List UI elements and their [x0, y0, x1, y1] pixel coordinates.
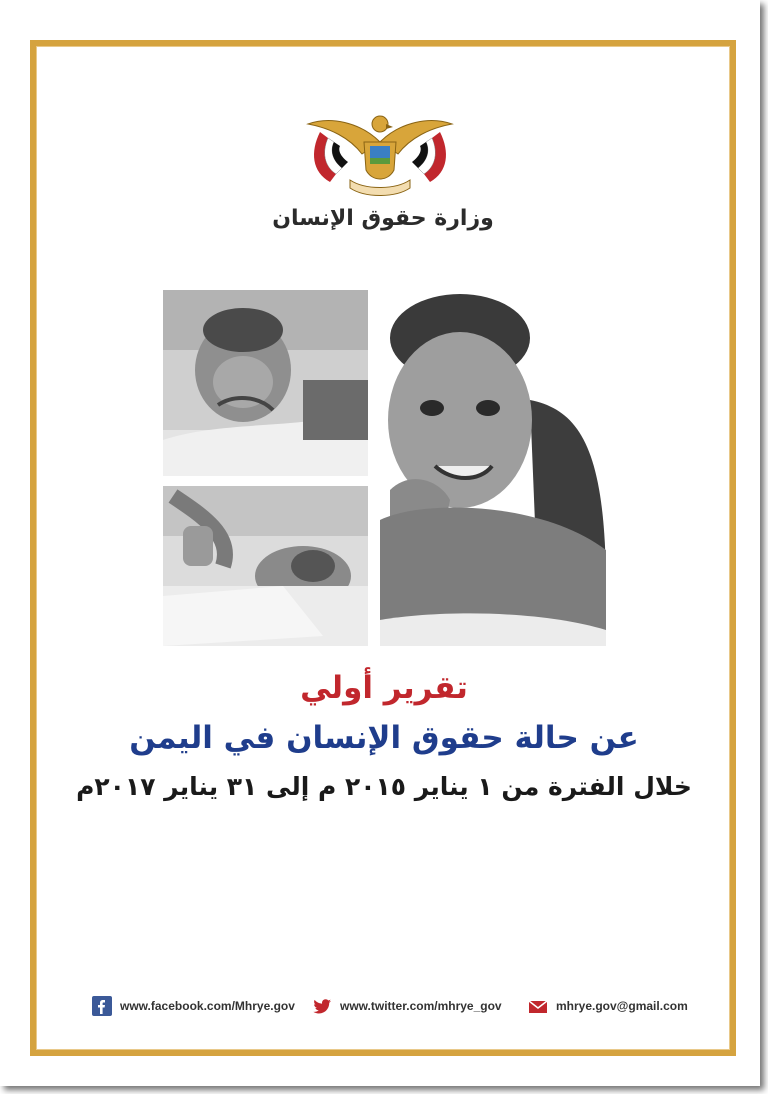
photo-injured-child: [163, 486, 368, 646]
photo-smiling-boy: [380, 290, 606, 646]
contact-facebook[interactable]: [92, 996, 295, 1016]
email-link[interactable]: mhrye.gov@gmail.com: [556, 999, 688, 1013]
ministry-name: وزارة حقوق الإنسان: [272, 206, 494, 231]
facebook-link[interactable]: www.facebook.com/Mhrye.gov: [120, 999, 295, 1013]
photo-crying-child: [163, 290, 368, 476]
report-period: خلال الفترة من ١ يناير ٢٠١٥ م إلى ٣١ يناير ٢٠١٧م: [76, 772, 692, 801]
report-title: تقرير أولي: [300, 670, 468, 706]
twitter-link[interactable]: www.twitter.com/mhrye_gov: [340, 999, 502, 1013]
contact-twitter[interactable]: [312, 996, 502, 1016]
facebook-icon: [92, 996, 112, 1016]
twitter-icon: [312, 996, 332, 1016]
report-subtitle: عن حالة حقوق الإنسان في اليمن: [129, 720, 639, 756]
contact-email[interactable]: [528, 996, 688, 1016]
yemen-eagle-emblem-icon: [300, 102, 460, 206]
envelope-icon: [528, 996, 548, 1016]
